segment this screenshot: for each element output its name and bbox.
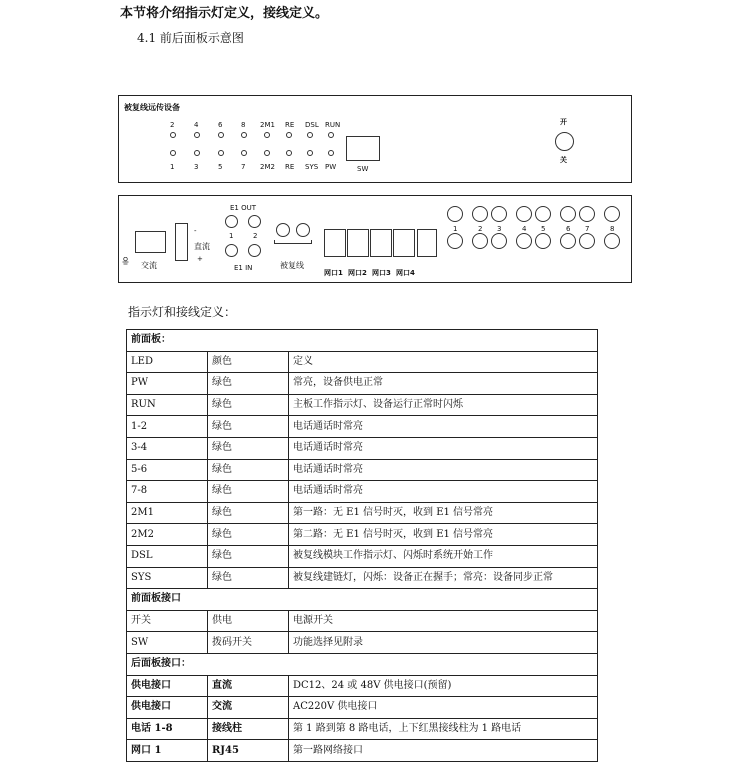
table-cell: 交流 [208,697,289,719]
table-row [127,502,598,524]
table-row [127,373,598,395]
phone-number: 8 [610,225,615,233]
led-label-top: 8 [241,121,246,129]
led-label-top: 4 [194,121,199,129]
phone-terminal [472,233,488,249]
dc-terminal-block [175,223,188,261]
line-bracket [274,240,312,244]
led-label-bottom: PW [325,163,337,171]
led-label-top: 2M1 [260,121,275,129]
table-row [127,567,598,589]
network-port-1 [324,229,346,257]
table-cell: 供电接口 [127,697,208,719]
table-cell: DC12、24 或 48V 供电接口(预留) [289,675,598,697]
table-row [127,351,598,373]
led-label-bottom: RE [285,163,295,171]
dc-minus: - [194,227,197,235]
network-port-label: 网口1 [324,269,343,277]
led-label-bottom: 7 [241,163,246,171]
table-row [127,394,598,416]
table-cell: 绿色 [208,373,289,395]
led-indicator [264,132,270,138]
led-indicator [241,150,247,156]
phone-terminal [447,206,463,222]
table-row [127,459,598,481]
led-indicator [218,150,224,156]
led-indicator [194,132,200,138]
table-cell: 主板工作指示灯、设备运行正常时闪烁 [289,394,598,416]
table-cell: 2M2 [127,524,208,546]
table-cell: 接线柱 [208,718,289,740]
sw-label: SW [357,165,369,173]
table-cell: 定义 [289,351,598,373]
led-indicator [286,132,292,138]
table-row [127,610,598,632]
network-port-3 [370,229,392,257]
led-indicator [218,132,224,138]
led-indicator [241,132,247,138]
line-terminal-1 [276,223,290,237]
table-cell: 绿色 [208,524,289,546]
led-indicator [194,150,200,156]
switch-off-label: 关 [560,156,567,164]
network-port-2 [347,229,369,257]
phone-terminal [535,233,551,249]
intro-text: 本节将介绍指示灯定义，接线定义。 [120,6,329,21]
table-cell: 1-2 [127,416,208,438]
table-cell: SW [127,632,208,654]
table-cell: 网口 1 [127,740,208,762]
e1-out-port-2 [248,215,261,228]
phone-terminal [579,206,595,222]
phone-terminal [604,206,620,222]
table-row [127,545,598,567]
phone-terminal [535,206,551,222]
led-label-bottom: 3 [194,163,199,171]
network-port-label: 网口4 [396,269,415,277]
definitions-title: 指示灯和接线定义： [128,305,237,319]
table-cell: AC220V 供电接口 [289,697,598,719]
phone-terminal [491,206,507,222]
led-label-top: 2 [170,121,175,129]
table-cell: 电话 1-8 [127,718,208,740]
table-cell: 第 1 路到第 8 路电话，上下红黑接线柱为 1 路电话 [289,718,598,740]
table-section-row [127,330,598,352]
line-label: 被复线 [280,261,304,270]
e1-out-label: E1 OUT [230,204,257,212]
e1-out-port-1 [225,215,238,228]
table-section-row [127,589,598,611]
table-row [127,697,598,719]
table-section-row [127,653,598,675]
table-cell: RJ45 [208,740,289,762]
led-label-bottom: 2M2 [260,163,275,171]
sw-dip-switch [346,136,380,161]
phone-number: 2 [478,225,483,233]
table-cell: 被复线建链灯，闪烁：设备正在握手；常亮：设备同步正常 [289,567,598,589]
line-terminal-2 [296,223,310,237]
table-cell: 电话通话时常亮 [289,437,598,459]
table-cell: 拨码开关 [208,632,289,654]
table-cell: DSL [127,545,208,567]
led-indicator [170,150,176,156]
table-cell: 绿色 [208,567,289,589]
phone-terminal [560,206,576,222]
table-row [127,632,598,654]
e1-in-port-1 [225,244,238,257]
table-cell: 绿色 [208,502,289,524]
led-label-top: RE [285,121,295,129]
network-port-label: 网口3 [372,269,391,277]
phone-number: 4 [522,225,527,233]
table-cell: 5-6 [127,459,208,481]
led-indicator [307,132,313,138]
table-cell: 开关 [127,610,208,632]
dc-plus: + [197,255,203,263]
dc-label: 直流 [194,242,210,251]
phone-terminal [579,233,595,249]
table-cell: 电源开关 [289,610,598,632]
table-cell: 供电 [208,610,289,632]
led-indicator [328,132,334,138]
table-cell: LED [127,351,208,373]
led-indicator [328,150,334,156]
phone-number: 6 [566,225,571,233]
led-label-bottom: 5 [218,163,223,171]
led-label-bottom: SYS [305,163,319,171]
table-cell: 直流 [208,675,289,697]
led-label-bottom: 1 [170,163,175,171]
table-row [127,675,598,697]
network-port-label: 网口2 [348,269,367,277]
table-cell: 供电接口 [127,675,208,697]
definitions-table [126,329,598,762]
e1-in-port-2 [248,244,261,257]
phone-terminal [516,206,532,222]
table-row [127,740,598,762]
table-section-header: 后面板接口： [127,653,598,675]
table-cell: 2M1 [127,502,208,524]
table-cell: 3-4 [127,437,208,459]
network-port-4 [393,229,415,257]
phone-terminal [447,233,463,249]
table-section-header: 前面板： [127,330,598,352]
led-label-top: 6 [218,121,223,129]
phone-terminal [491,233,507,249]
phone-number: 5 [541,225,546,233]
phone-terminal [560,233,576,249]
e1-port-number: 1 [229,232,234,240]
front-panel-title: 被复线远传设备 [124,103,180,112]
table-section-header: 前面板接口 [127,589,598,611]
table-cell: 绿色 [208,416,289,438]
table-row [127,524,598,546]
ac-power-socket [135,231,166,253]
phone-terminal [604,233,620,249]
table-cell: SYS [127,567,208,589]
ground-icon [122,251,129,258]
section-heading: 4.1 前后面板示意图 [137,31,244,45]
table-cell: 7-8 [127,481,208,503]
e1-port-number: 2 [253,232,258,240]
table-cell: PW [127,373,208,395]
table-cell: 电话通话时常亮 [289,481,598,503]
table-cell: 第一路：无 E1 信号时灭，收到 E1 信号常亮 [289,502,598,524]
table-cell: 电话通话时常亮 [289,459,598,481]
led-label-top: RUN [325,121,341,129]
table-row [127,481,598,503]
table-cell: 绿色 [208,437,289,459]
ac-label: 交流 [141,261,157,270]
table-cell: 电话通话时常亮 [289,416,598,438]
e1-in-label: E1 IN [234,264,253,272]
rear-panel-diagram [118,195,632,283]
table-cell: 绿色 [208,545,289,567]
table-cell: 第一路网络接口 [289,740,598,762]
led-indicator [307,150,313,156]
led-indicator [286,150,292,156]
table-cell: 颜色 [208,351,289,373]
switch-on-label: 开 [560,118,567,126]
phone-number: 3 [497,225,502,233]
table-cell: 被复线模块工作指示灯、闪烁时系统开始工作 [289,545,598,567]
table-cell: RUN [127,394,208,416]
front-panel-diagram [118,95,632,183]
table-row [127,718,598,740]
spare-port [417,229,437,257]
phone-terminal [516,233,532,249]
table-cell: 绿色 [208,394,289,416]
phone-number: 7 [585,225,590,233]
power-switch [555,132,574,151]
table-cell: 常亮，设备供电正常 [289,373,598,395]
table-cell: 绿色 [208,481,289,503]
phone-number: 1 [453,225,458,233]
table-cell: 功能选择见附录 [289,632,598,654]
table-row [127,416,598,438]
table-cell: 第二路：无 E1 信号时灭，收到 E1 信号常亮 [289,524,598,546]
led-label-top: DSL [305,121,319,129]
led-indicator [170,132,176,138]
phone-terminal [472,206,488,222]
table-cell: 绿色 [208,459,289,481]
led-indicator [264,150,270,156]
table-row [127,437,598,459]
